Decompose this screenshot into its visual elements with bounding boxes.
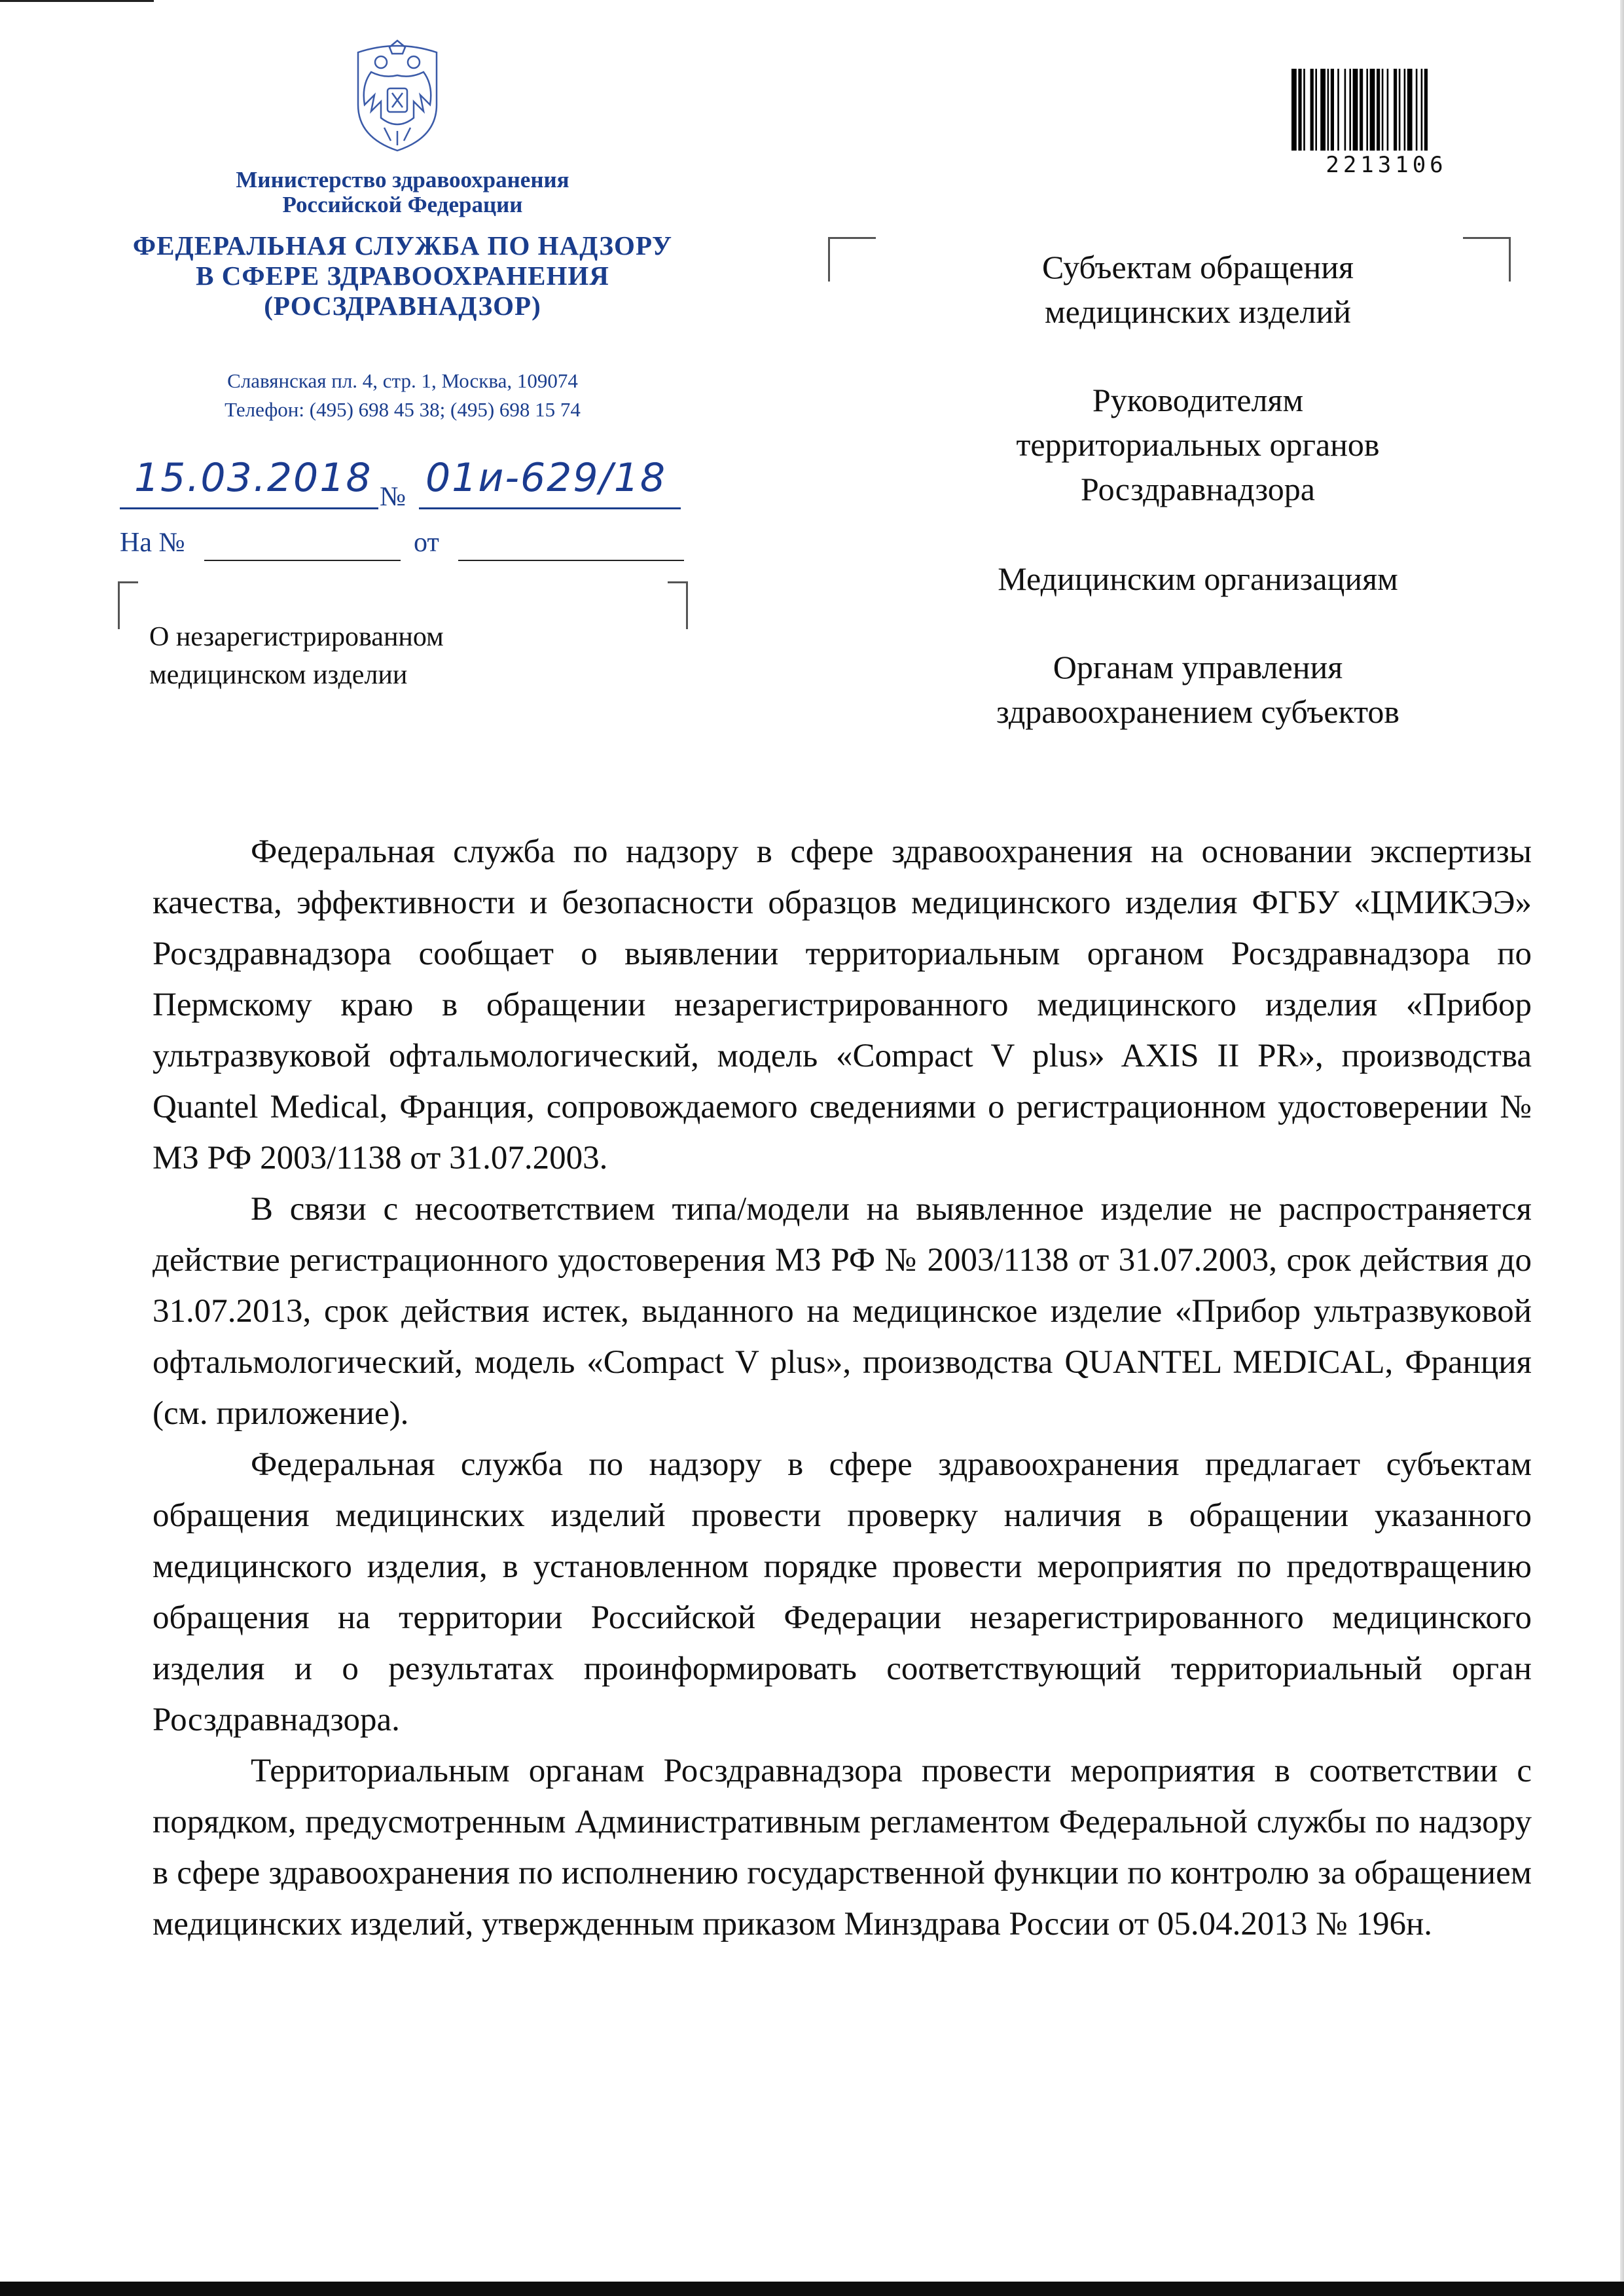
reference-number-label: На № — [120, 528, 185, 558]
body-paragraph-1: Федеральная служба по надзору в сфере здравоохранения на основании экспертизы качества, эффективности и безопасности образцов медицинского изделия ФГБУ «ЦМИКЭЭ» Росздравнадзора сообщает о выявлении территориальным органом Росздравнадзора по Пермскому краю в обращении незарегистрированного медицинского изделия «Прибор ультразвуковой офтальмологический, модель «Compact V plus» AXIS II PR», производства Quantel Medical, Франция, сопровождаемого сведениями о регистрационном удостоверении № МЗ РФ 2003/1138 от 31.07.2003. — [153, 833, 1532, 1176]
letter-body — [153, 826, 1532, 1950]
reference-number-blank — [204, 560, 401, 561]
addressee-2-line-1: Руководителям — [1092, 382, 1304, 418]
scan-edge-right — [1620, 0, 1624, 2296]
reference-date-blank — [458, 560, 684, 561]
addressee-3-line-1: Медицинским организациям — [998, 560, 1398, 597]
postal-address: Славянская пл. 4, стр. 1, Москва, 109074 — [227, 369, 578, 392]
addressee-block-4 — [880, 645, 1515, 734]
reference-from-label: от — [414, 528, 439, 558]
addressee-1-line-2: медицинских изделий — [1044, 293, 1352, 330]
addressee-2-line-3: Росздравнадзора — [1081, 471, 1315, 507]
addressee-1-line-1: Субъектам обращения — [1042, 249, 1354, 285]
registration-number-sign: № — [380, 482, 406, 512]
addressee-block-3 — [880, 556, 1515, 601]
addressee-4-line-2: здравоохранением субъектов — [996, 693, 1400, 730]
service-line-3: (РОСЗДРАВНАДЗОР) — [264, 291, 541, 321]
registration-number: 01и-629/18 — [425, 455, 667, 501]
registration-date: 15.03.2018 — [134, 455, 372, 501]
number-underline — [419, 507, 681, 509]
phone-numbers: Телефон: (495) 698 45 38; (495) 698 15 74 — [225, 398, 581, 421]
addressee-4-line-1: Органам управления — [1053, 649, 1343, 685]
subject-corner-right — [668, 581, 688, 629]
addressee-2-line-2: территориальных органов — [1016, 426, 1380, 463]
ministry-line-1: Министерство здравоохранения — [236, 167, 569, 192]
barcode-icon — [1285, 69, 1481, 154]
service-line-1: ФЕДЕРАЛЬНАЯ СЛУЖБА ПО НАДЗОРУ — [132, 230, 673, 261]
body-paragraph-4: Территориальным органам Росздравнадзора провести мероприятия в соответствии с порядком, предусмотренным Административным регламентом Федеральной службы по надзору в сфере здравоохранения по исполнению государственной функции по контролю за обращением медицинских изделий, утвержденным приказом Минздрава России от 05.04.2013 № 196н. — [153, 1753, 1532, 1942]
subject-line-2: медицинском изделии — [149, 660, 408, 690]
addressee-block-1 — [880, 245, 1515, 334]
barcode-number: 2213106 — [1326, 152, 1447, 178]
subject-corner-left — [118, 581, 138, 629]
letter-subject — [149, 618, 444, 694]
subject-line-1: О незарегистрированном — [149, 622, 444, 652]
body-paragraph-2: В связи с несоответствием типа/модели на выявленное изделие не распространяется действие регистрационного удостоверения МЗ РФ № 2003/1138 от 31.07.2003, срок действия до 31.07.2013, срок действия истек, выданного на медицинское изделие «Прибор ультразвуковой офтальмологический, модель «Compact V plus», производства QUANTEL MEDICAL, Франция (см. приложение). — [153, 1191, 1532, 1432]
ministry-line-2: Российской Федерации — [282, 192, 523, 217]
service-line-2: В СФЕРЕ ЗДРАВООХРАНЕНИЯ — [196, 261, 609, 291]
date-underline — [120, 507, 378, 509]
russian-coat-of-arms-icon — [345, 33, 450, 157]
scan-artifact-top — [0, 0, 154, 2]
scan-edge-bottom — [0, 2282, 1624, 2296]
body-paragraph-3: Федеральная служба по надзору в сфере здравоохранения предлагает субъектам обращения медицинских изделий провести проверку наличия в обращении указанного медицинского изделия, в установленном порядке провести мероприятия по предотвращению обращения на территории Российской Федерации незарегистрированного медицинского изделия и о результатах проинформировать соответствующий территориальный орган Росздравнадзора. — [153, 1446, 1532, 1738]
addressee-block-2 — [880, 378, 1515, 511]
letterhead-contacts — [151, 367, 655, 424]
service-name — [98, 230, 707, 321]
addressee-corner-left — [828, 237, 876, 282]
ministry-name — [164, 168, 641, 217]
